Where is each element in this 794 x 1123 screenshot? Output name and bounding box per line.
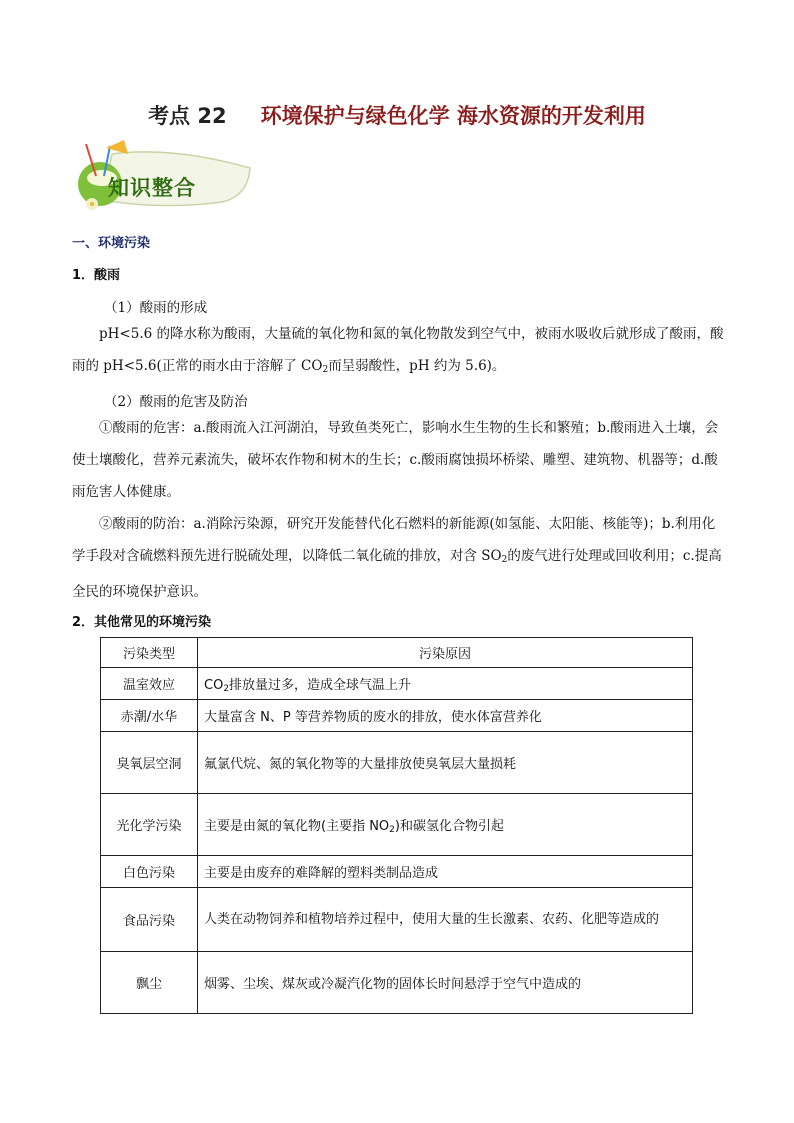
other-pollution-heading: 2．其他常见的环境污染	[72, 615, 212, 630]
page-title	[0, 100, 794, 130]
table-header-row	[101, 638, 693, 668]
prevention-paragraph: ②酸雨的防治：a.消除污染源，研究开发能替代化石燃料的新能源(如氢能、太阳能、核能等)；b.利用化学手段对含硫燃料预先进行脱硫处理，以降低二氧化硫的排放，对含 $SO_2$的废气进行处理或回收利用；c.提高全民的环境保护意识。	[72, 516, 722, 600]
title-topic: 环境保护与绿色化学 海水资源的开发利用	[260, 104, 646, 128]
title-number: 考点 22	[148, 104, 227, 128]
harm-heading: （2）酸雨的危害及防治	[104, 394, 248, 410]
badge-label: 知识整合	[108, 176, 196, 200]
table-header-cause: 污染原因	[198, 638, 693, 668]
table-header-type: 污染类型	[101, 638, 198, 668]
harm-paragraph: ①酸雨的危害：a.酸雨流入江河湖泊，导致鱼类死亡，影响水生生物的生长和繁殖；b.酸雨进入土壤，会使土壤酸化，营养元素流失，破坏农作物和树木的生长；c.酸雨腐蚀损坏桥梁、雕塑、建筑物、机器等；d.酸雨危害人体健康。	[72, 420, 719, 500]
table-row: 食品污染 人类在动物饲养和植物培养过程中，使用大量的生长激素、农药、化肥等造成的	[101, 888, 693, 952]
table-row: 飘尘 烟雾、尘埃、煤灰或冷凝汽化物的固体长时间悬浮于空气中造成的	[101, 952, 693, 1014]
table-row: 温室效应 $CO_2$排放量过多，造成全球气温上升	[101, 668, 693, 700]
table-row: 白色污染 主要是由废弃的难降解的塑料类制品造成	[101, 856, 693, 888]
formation-heading: （1）酸雨的形成	[104, 300, 208, 316]
pollution-table	[100, 637, 693, 1014]
table-row: 臭氧层空洞 氟氯代烷、氮的氧化物等的大量排放使臭氧层大量损耗	[101, 732, 693, 794]
acid-rain-heading: 1．酸雨	[72, 268, 121, 283]
section-heading: 一、环境污染	[72, 236, 151, 251]
table-row: 赤潮/水华 大量富含 N、P 等营养物质的废水的排放，使水体富营养化	[101, 700, 693, 732]
table-row: 光化学污染 主要是由氮的氧化物(主要指 $NO_2$)和碳氢化合物引起	[101, 794, 693, 856]
formation-paragraph: pH<5.6 的降水称为酸雨，大量硫的氧化物和氮的氧化物散发到空气中，被雨水吸收后就形成了酸雨，酸雨的 pH<5.6(正常的雨水由于溶解了 $CO_2$而呈弱酸性，pH 约为 5.6)。	[72, 326, 724, 375]
